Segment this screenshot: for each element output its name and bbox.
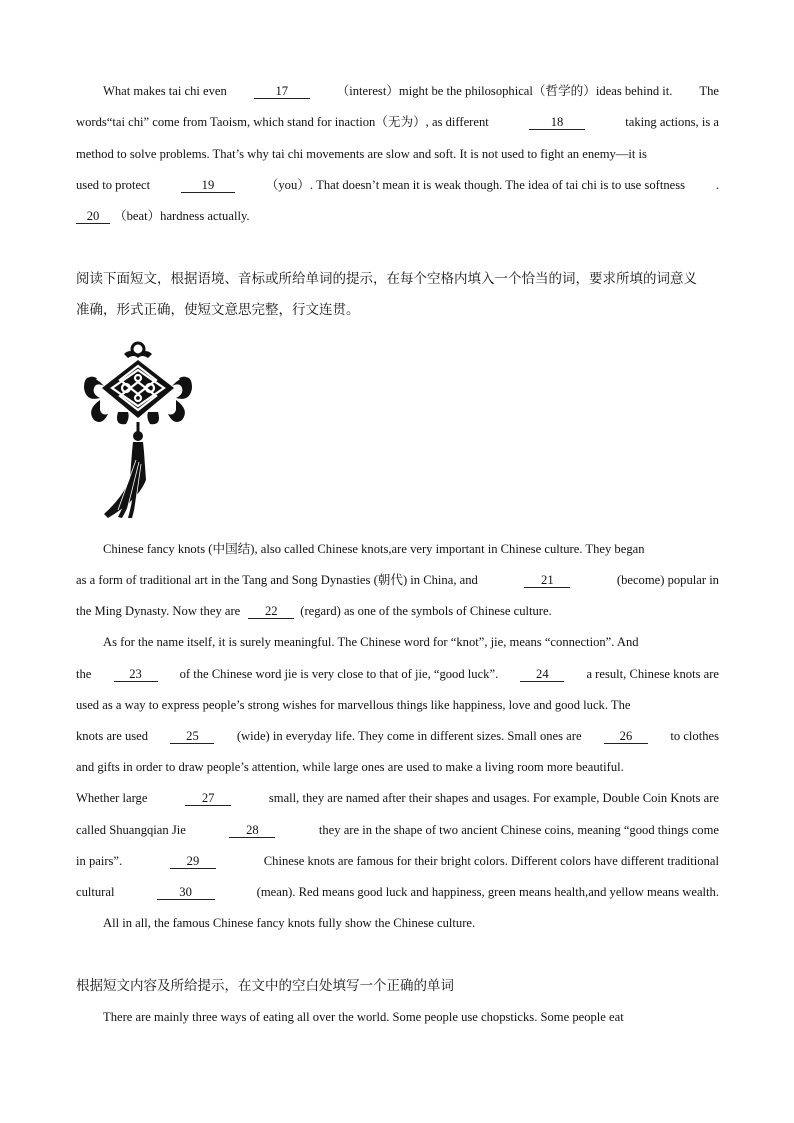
blank-27[interactable]: 27 [185,791,231,806]
text-line [76,572,719,588]
line-text: used as a way to express people’s strong wishes for marvellous things like happiness, love and good luck. The [76,698,631,712]
blank-17[interactable]: 17 [254,84,310,99]
text-line [103,915,719,931]
blank-23[interactable]: 23 [114,667,158,682]
line-text: words“tai chi” come from Taoism, which stand for inaction（无为）, as different [76,115,489,129]
text-line [103,541,719,557]
line-text: cultural [76,885,115,899]
text-line [103,1009,719,1025]
line-text: (wide) in everyday life. They come in different sizes. Small ones are [236,729,582,743]
blank-18[interactable]: 18 [529,115,585,130]
blank-20[interactable]: 20 [76,209,110,224]
text-line [76,728,719,744]
line-text: as a form of traditional art in the Tang and Song Dynasties (朝代) in China, and [76,573,478,587]
text-line [76,697,719,713]
text-line [76,853,719,869]
line-text: the [76,667,92,681]
line-text: What makes tai chi even [103,84,227,98]
line-text: The [699,84,719,98]
line-text: Chinese fancy knots (中国结), also called Chinese knots,are very important in Chinese culture. They began [103,542,645,556]
text-line [76,146,719,162]
text-line [76,759,719,775]
line-text: the Ming Dynasty. Now they are [76,604,241,618]
text-line [76,884,719,900]
line-text: （interest）might be the philosophical（哲学的）ideas behind it. [336,84,673,98]
line-text: small, they are named after their shapes and usages. For example, Double Coin Knots are [268,791,719,805]
line-text: a result, Chinese knots are [586,667,719,681]
line-text: （you）. That doesn’t mean it is weak though. The idea of tai chi is to use softness [265,178,686,192]
line-text: knots are used [76,729,149,743]
instruction-line: 准确，形式正确，使短文意思完整，行文连贯。 [76,302,360,318]
line-text: (mean). Red means good luck and happiness, green means health,and yellow means wealth. [256,885,719,899]
line-text: taking actions, is a [625,115,719,129]
blank-26[interactable]: 26 [604,729,648,744]
line-text: of the Chinese word jie is very close to that of jie, “good luck”. [179,667,499,681]
line-text: to clothes [670,729,719,743]
text-line [76,790,719,806]
instruction-line: 阅读下面短文，根据语境、音标或所给单词的提示，在每个空格内填入一个恰当的词，要求所填的词意义 [76,271,697,287]
text-line [76,208,719,224]
line-text: （beat）hardness actually. [114,209,250,223]
blank-30[interactable]: 30 [157,885,215,900]
instruction-line: 根据短文内容及所给提示，在文中的空白处填写一个正确的单词 [76,978,454,994]
line-text: Whether large [76,791,148,805]
text-line [76,114,719,130]
line-text: called Shuangqian Jie [76,823,186,837]
text-line [76,603,719,619]
line-text: they are in the shape of two ancient Chinese coins, meaning “good things come [318,823,719,837]
line-text: There are mainly three ways of eating all over the world. Some people use chopsticks. Some people eat [103,1010,624,1024]
line-text: As for the name itself, it is surely meaningful. The Chinese word for “knot”, jie, means “connection”. And [103,635,639,649]
blank-19[interactable]: 19 [181,178,235,193]
line-text: (regard) as one of the symbols of Chinese culture. [300,604,552,618]
line-text: Chinese knots are famous for their bright colors. Different colors have different traditional [263,854,719,868]
text-line [103,634,719,650]
text-line [76,666,719,682]
line-text: method to solve problems. That’s why tai chi movements are slow and soft. It is not used to fight an enemy—it is [76,147,647,161]
line-text: . [715,178,719,192]
text-line [76,822,719,838]
blank-24[interactable]: 24 [520,667,564,682]
blank-22[interactable]: 22 [248,604,294,619]
chinese-knot-illustration [78,340,198,522]
line-text: and gifts in order to draw people’s attention, while large ones are used to make a living room more beautiful. [76,760,624,774]
text-line [103,83,719,99]
line-text: used to protect [76,178,151,192]
blank-29[interactable]: 29 [170,854,216,869]
blank-25[interactable]: 25 [170,729,214,744]
blank-28[interactable]: 28 [229,823,275,838]
line-text: All in all, the famous Chinese fancy knots fully show the Chinese culture. [103,916,476,930]
blank-21[interactable]: 21 [524,573,570,588]
line-text: (become) popular in [616,573,719,587]
text-line [76,177,719,193]
line-text: in pairs”. [76,854,123,868]
